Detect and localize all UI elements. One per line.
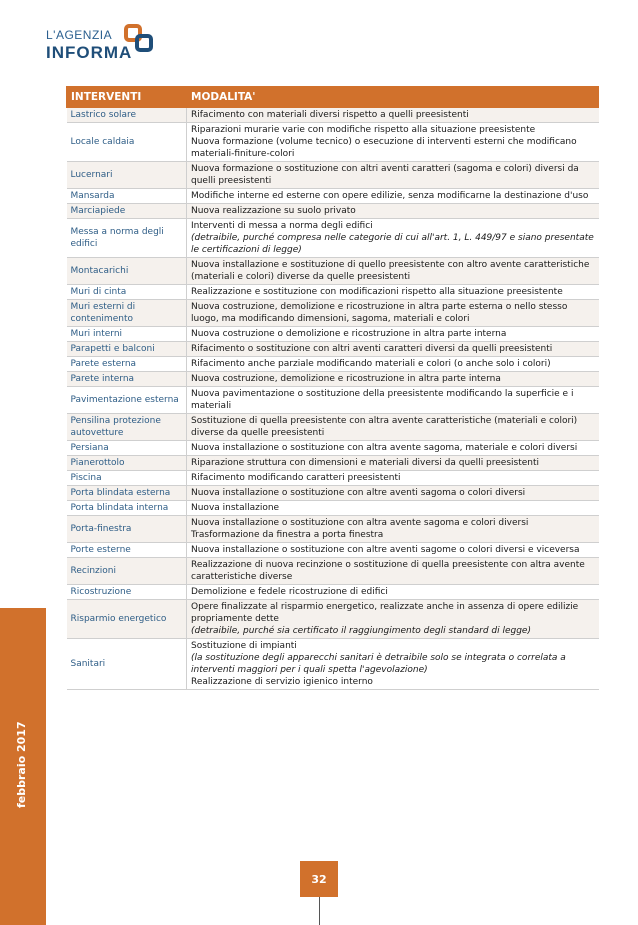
intervention-name: Pavimentazione esterna [67, 387, 187, 414]
modality-line: Demolizione e fedele ricostruzione di edifici [191, 587, 388, 597]
modality-line: Nuova installazione [191, 503, 280, 513]
table-header-row [67, 87, 599, 108]
modality-line: Trasformazione da finestra a porta finestra [191, 530, 384, 540]
intervention-modality [187, 516, 599, 543]
intervention-modality [187, 600, 599, 639]
table-row [67, 486, 599, 501]
intervention-name: Ricostruzione [67, 585, 187, 600]
intervention-name: Marciapiede [67, 204, 187, 219]
agenzia-informa-logo [46, 18, 161, 64]
modality-line: Realizzazione di servizio igienico interno [191, 677, 373, 687]
modality-line: Realizzazione di nuova recinzione o sostituzione di quella preesistente con altra avente caratteristiche diverse [191, 560, 585, 582]
intervention-modality [187, 123, 599, 162]
modality-note: (detraibile, purché compresa nelle categorie di cui all'art. 1, L. 449/97 e siano presentate le certificazioni di legge) [191, 233, 594, 255]
header-interventi: INTERVENTI [67, 87, 187, 108]
modality-line: Rifacimento con materiali diversi rispetto a quelli preesistenti [191, 110, 469, 120]
intervention-modality [187, 357, 599, 372]
intervention-modality [187, 108, 599, 123]
table-row [67, 357, 599, 372]
table-row [67, 414, 599, 441]
page-number: 32 [300, 861, 338, 897]
modality-line: Nuova formazione (volume tecnico) o esecuzione di interventi esterni che modificano materiali-finiture-colori [191, 137, 577, 159]
intervention-name: Sanitari [67, 639, 187, 690]
modality-line: Nuova realizzazione su suolo privato [191, 206, 356, 216]
modality-line: Nuova installazione o sostituzione con altra avente sagoma, materiale e colori diversi [191, 443, 578, 453]
table-row [67, 162, 599, 189]
intervention-modality [187, 558, 599, 585]
modality-line: Nuova installazione e sostituzione di quello preesistente con altro avente caratteristiche (materiali e colori) diverse da quelle preesistenti [191, 260, 590, 282]
table-row [67, 285, 599, 300]
modality-line: Opere finalizzate al risparmio energetico, realizzate anche in assenza di opere edilizie propriamente dette [191, 602, 579, 624]
intervention-modality [187, 471, 599, 486]
table-row [67, 543, 599, 558]
intervention-name: Muri interni [67, 327, 187, 342]
modality-line: Nuova costruzione, demolizione e ricostruzione in altra parte interna [191, 374, 501, 384]
intervention-name: Lastrico solare [67, 108, 187, 123]
intervention-modality [187, 285, 599, 300]
intervention-modality [187, 441, 599, 456]
intervention-modality [187, 486, 599, 501]
intervention-modality [187, 204, 599, 219]
table-row [67, 108, 599, 123]
table-row [67, 516, 599, 543]
intervention-name: Mansarda [67, 189, 187, 204]
table-body [67, 108, 599, 690]
side-date-label: febbraio 2017 [15, 721, 28, 808]
intervention-name: Parete esterna [67, 357, 187, 372]
header-modalita: MODALITA' [187, 87, 599, 108]
intervention-name: Lucernari [67, 162, 187, 189]
intervention-modality [187, 639, 599, 690]
table-row [67, 342, 599, 357]
intervention-modality [187, 585, 599, 600]
intervention-name: Persiana [67, 441, 187, 456]
table-row [67, 558, 599, 585]
intervention-modality [187, 543, 599, 558]
table-row [67, 372, 599, 387]
modality-line: Nuova costruzione o demolizione e ricostruzione in altra parte interna [191, 329, 507, 339]
modality-note: (detraibile, purché sia certificato il raggiungimento degli standard di legge) [191, 626, 531, 636]
modality-line: Sostituzione di impianti [191, 641, 297, 651]
logo-mark-icon [120, 18, 160, 58]
intervention-name: Porta blindata interna [67, 501, 187, 516]
table-row [67, 300, 599, 327]
intervention-modality [187, 162, 599, 189]
intervention-modality [187, 387, 599, 414]
modality-line: Interventi di messa a norma degli edifici [191, 221, 373, 231]
table-row [67, 189, 599, 204]
intervention-name: Montacarichi [67, 258, 187, 285]
table-row [67, 501, 599, 516]
side-band [0, 608, 46, 925]
page-divider-line [319, 897, 320, 925]
modality-line: Nuova installazione o sostituzione con altre aventi sagoma o colori diversi [191, 488, 526, 498]
table-row [67, 639, 599, 690]
intervention-name: Piscina [67, 471, 187, 486]
intervention-name: Pensilina protezione autovetture [67, 414, 187, 441]
intervention-modality [187, 327, 599, 342]
logo-line-2: INFORMA [46, 43, 133, 62]
intervention-name: Porta blindata esterna [67, 486, 187, 501]
table-row [67, 387, 599, 414]
table-row [67, 219, 599, 258]
modality-line: Riparazione struttura con dimensioni e materiali diversi da quelli preesistenti [191, 458, 540, 468]
modality-line: Rifacimento o sostituzione con altri aventi caratteri diversi da quelli preesistenti [191, 344, 553, 354]
intervention-name: Messa a norma degli edifici [67, 219, 187, 258]
intervention-name: Recinzioni [67, 558, 187, 585]
interventions-table [66, 86, 599, 690]
table-row [67, 600, 599, 639]
table-row [67, 441, 599, 456]
modality-line: Rifacimento modificando caratteri preesistenti [191, 473, 401, 483]
modality-line: Rifacimento anche parziale modificando materiali e colori (o anche solo i colori) [191, 359, 551, 369]
table-row [67, 327, 599, 342]
intervention-name: Risparmio energetico [67, 600, 187, 639]
table-row [67, 258, 599, 285]
table-row [67, 123, 599, 162]
intervention-name: Porta-finestra [67, 516, 187, 543]
intervention-name: Porte esterne [67, 543, 187, 558]
intervention-name: Parapetti e balconi [67, 342, 187, 357]
intervention-modality [187, 300, 599, 327]
modality-note: (la sostituzione degli apparecchi sanitari è detraibile solo se integrata o correlata a interventi maggiori per i quali spetta l'agevolazione) [191, 653, 566, 675]
modality-line: Nuova installazione o sostituzione con altre aventi sagome o colori diversi e viceversa [191, 545, 580, 555]
modality-line: Nuova formazione o sostituzione con altri aventi caratteri (sagoma e colori) diversi da quelli preesistenti [191, 164, 579, 186]
intervention-modality [187, 414, 599, 441]
intervention-modality [187, 258, 599, 285]
table-row [67, 204, 599, 219]
intervention-modality [187, 456, 599, 471]
intervention-name: Locale caldaia [67, 123, 187, 162]
table-row [67, 585, 599, 600]
modality-line: Sostituzione di quella preesistente con altra avente caratteristiche (materiali e colori) diverse da quelle preesistenti [191, 416, 578, 438]
intervention-modality [187, 342, 599, 357]
intervention-modality [187, 189, 599, 204]
intervention-name: Muri esterni di contenimento [67, 300, 187, 327]
intervention-name: Muri di cinta [67, 285, 187, 300]
intervention-modality [187, 501, 599, 516]
modality-line: Nuova costruzione, demolizione e ricostruzione in altra parte esterna o nello stesso luogo, ma modificando dimensioni, sagoma, materiali e colori [191, 302, 568, 324]
modality-line: Modifiche interne ed esterne con opere edilizie, senza modificarne la destinazione d'uso [191, 191, 589, 201]
intervention-name: Parete interna [67, 372, 187, 387]
intervention-modality [187, 372, 599, 387]
logo-line-1: L'AGENZIA [46, 28, 113, 42]
intervention-modality [187, 219, 599, 258]
table-row [67, 456, 599, 471]
table-row [67, 471, 599, 486]
intervention-name: Pianerottolo [67, 456, 187, 471]
modality-line: Realizzazione e sostituzione con modificazioni rispetto alla situazione preesistente [191, 287, 563, 297]
modality-line: Nuova installazione o sostituzione con altra avente sagoma e colori diversi [191, 518, 529, 528]
modality-line: Nuova pavimentazione o sostituzione della preesistente modificando la superficie e i materiali [191, 389, 574, 411]
modality-line: Riparazioni murarie varie con modifiche rispetto alla situazione preesistente [191, 125, 536, 135]
